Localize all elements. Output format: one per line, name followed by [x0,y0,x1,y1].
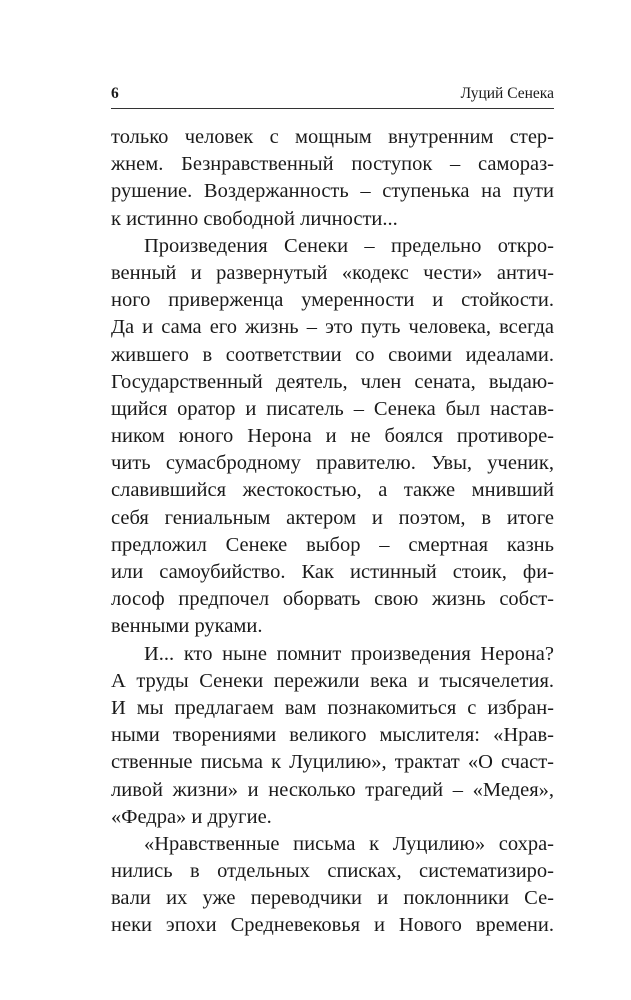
text-line: только человек с мощным внутренним стер- [111,126,554,148]
text-line: венный и развернутый «кодекс чести» антич- [111,261,554,284]
text-line: щийся оратор и писатель – Сенека был настав- [111,397,554,420]
text-line: И... кто ныне помнит произведения Нерона? [144,642,554,665]
text-line: «Федра» и другие. [111,805,272,828]
text-line: нились в отдельных списках, систематизиро- [111,860,554,883]
body-text [111,124,554,940]
text-line: или самоубийство. Как истинный стоик, фи- [111,561,554,583]
text-line: ливой жизни» и несколько трагедий – «Медея», [111,778,554,801]
running-title: Луций Сенека [460,85,554,102]
text-line: ственные письма к Луцилию», трактат «О счаст- [111,751,554,774]
text-line: неки эпохи Средневековья и Нового времени. [111,914,554,937]
text-line: жившего в соответствии со своими идеалами. [111,343,554,366]
text-line: «Нравственные письма к Луцилию» сохра- [144,832,554,855]
text-line: себя гениальным актером и поэтом, в итоге [111,506,554,529]
running-header [111,84,554,109]
page-number: 6 [111,85,119,102]
text-line: к истинно свободной личности... [111,207,398,230]
text-line: рушение. Воздержанность – ступенька на пути [111,180,554,203]
text-line: И мы предлагаем вам познакомиться с избран- [111,696,554,719]
text-line: предложил Сенеке выбор – смертная казнь [111,533,554,556]
text-line: венными руками. [111,615,263,638]
text-line: ного приверженца умеренности и стойкости. [111,289,554,312]
text-line: А труды Сенеки пережили века и тысячелетия. [111,669,554,692]
text-line: жнем. Безнравственный поступок – самораз- [111,153,554,176]
text-line: Произведения Сенеки – предельно откро- [144,234,554,257]
text-line: лософ предпочел оборвать свою жизнь собст- [111,588,554,611]
text-line: вали их уже переводчики и поклонники Се- [111,887,554,910]
text-line: Государственный деятель, член сената, выдаю- [111,370,554,393]
text-line: чить сумасбродному правителю. Увы, ученик, [111,452,554,475]
text-line: ником юного Нерона и не боялся противоре- [111,425,554,448]
text-line: славившийся жестокостью, а также мнивший [111,479,554,502]
text-line: Да и сама его жизнь – это путь человека, всегда [111,316,554,339]
text-line: ными творениями великого мыслителя: «Нрав- [111,724,554,747]
